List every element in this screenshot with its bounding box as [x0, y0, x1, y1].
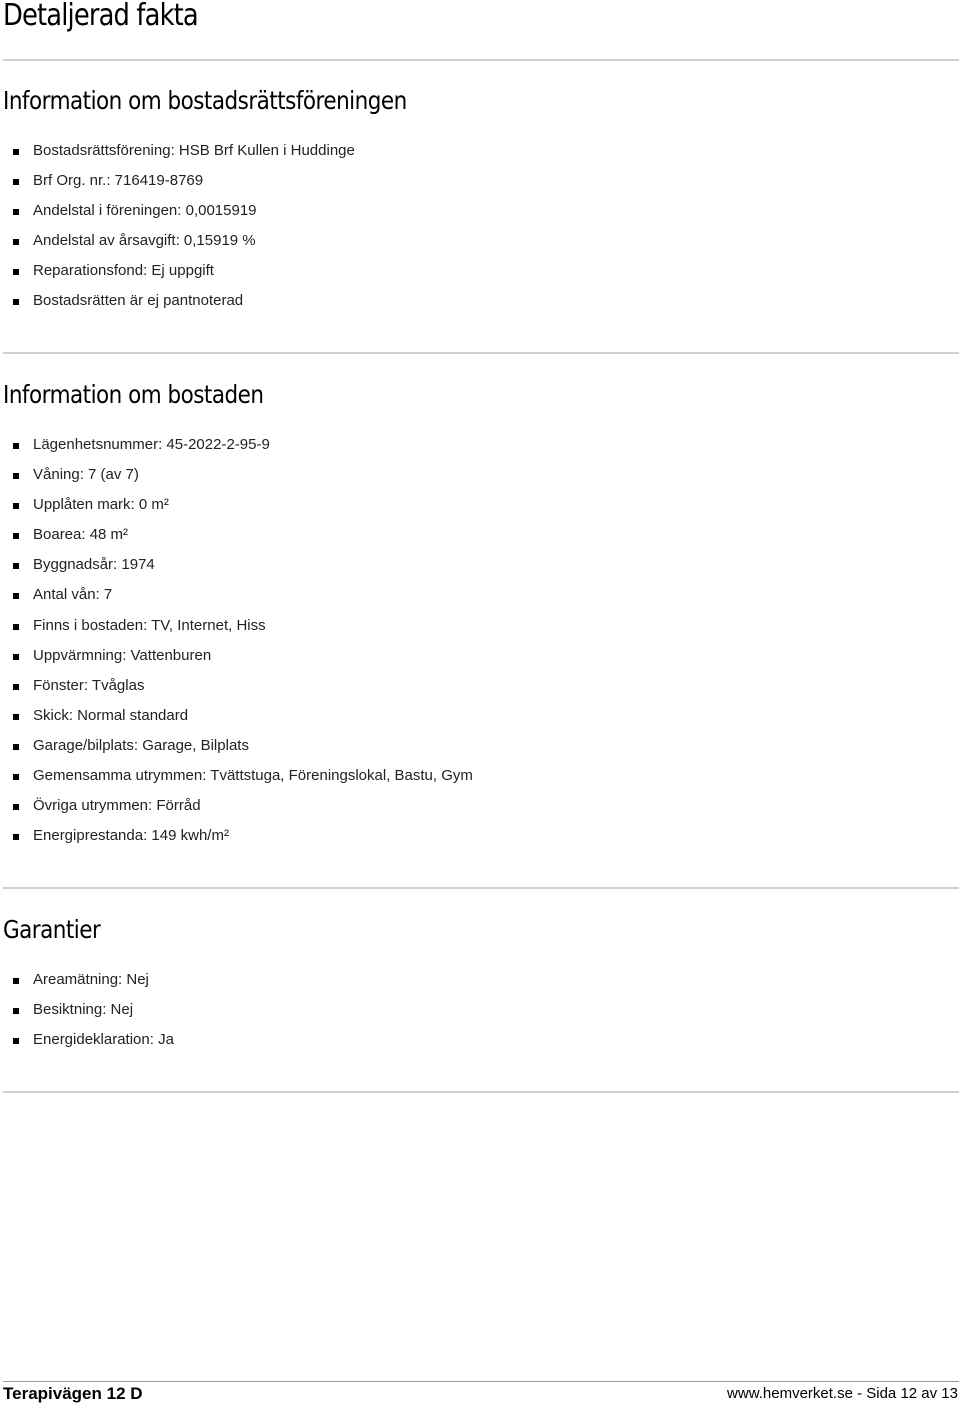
square-bullet-icon — [13, 533, 19, 539]
list-item — [0, 226, 355, 256]
square-bullet-icon — [13, 503, 19, 509]
fact-text: Våning: 7 (av 7) — [33, 466, 139, 484]
list-item — [0, 136, 355, 166]
list-item — [0, 256, 355, 286]
list-item — [0, 1025, 174, 1055]
square-bullet-icon — [13, 684, 19, 690]
square-bullet-icon — [13, 774, 19, 780]
section-heading-association: Information om bostadsrättsföreningen — [3, 86, 407, 115]
list-item — [0, 791, 473, 821]
fact-text: Areamätning: Nej — [33, 971, 149, 988]
square-bullet-icon — [13, 978, 19, 984]
fact-text: Brf Org. nr.: 716419-8769 — [33, 172, 204, 190]
list-item — [0, 166, 355, 196]
list-item — [0, 671, 473, 701]
square-bullet-icon — [13, 1038, 19, 1044]
square-bullet-icon — [13, 834, 19, 840]
square-bullet-icon — [13, 149, 19, 155]
section-heading-guarantees: Garantier — [3, 915, 101, 944]
footer-address: Terapivägen 12 D — [3, 1384, 143, 1403]
square-bullet-icon — [13, 239, 19, 245]
footer-page-info: www.hemverket.se - Sida 12 av 13 — [727, 1385, 958, 1402]
fact-text: Reparationsfond: Ej uppgift — [33, 262, 214, 280]
square-bullet-icon — [13, 1008, 19, 1014]
list-item — [0, 460, 473, 490]
list-item — [0, 821, 473, 851]
square-bullet-icon — [13, 443, 19, 449]
list-item — [0, 641, 473, 671]
list-item — [0, 761, 473, 791]
fact-text: Energideklaration: Ja — [33, 1031, 174, 1049]
section-divider — [3, 887, 959, 889]
square-bullet-icon — [13, 563, 19, 569]
square-bullet-icon — [13, 179, 19, 185]
guarantees-fact-list — [0, 965, 174, 1055]
section-divider — [3, 59, 959, 61]
list-item — [0, 995, 174, 1025]
fact-text: Andelstal av årsavgift: 0,15919 % — [33, 232, 256, 250]
list-item — [0, 701, 473, 731]
list-item — [0, 520, 473, 550]
list-item — [0, 286, 355, 316]
square-bullet-icon — [13, 299, 19, 305]
square-bullet-icon — [13, 654, 19, 660]
list-item — [0, 611, 473, 641]
fact-text: Energiprestanda: 149 kwh/m² — [33, 827, 229, 845]
section-heading-apartment: Information om bostaden — [3, 380, 264, 409]
list-item — [0, 490, 473, 520]
fact-text: Skick: Normal standard — [33, 706, 189, 724]
fact-text: Boarea: 48 m² — [33, 526, 129, 544]
square-bullet-icon — [13, 473, 19, 479]
fact-text: Finns i bostaden: TV, Internet, Hiss — [33, 616, 266, 634]
fact-text: Fönster: Tvåglas — [33, 676, 145, 694]
fact-text: Bostadsrätten är ej pantnoterad — [33, 292, 244, 310]
square-bullet-icon — [13, 744, 19, 750]
fact-text: Besiktning: Nej — [33, 1001, 134, 1019]
square-bullet-icon — [13, 269, 19, 275]
list-item — [0, 965, 174, 995]
apartment-fact-list — [0, 430, 473, 851]
fact-text: Övriga utrymmen: Förråd — [33, 797, 201, 815]
list-item — [0, 550, 473, 580]
fact-text: Upplåten mark: 0 m² — [33, 496, 169, 514]
square-bullet-icon — [13, 624, 19, 630]
fact-text: Byggnadsår: 1974 — [33, 556, 155, 574]
fact-text: Gemensamma utrymmen: Tvättstuga, Föreningslokal, Bastu, Gym — [33, 767, 473, 785]
square-bullet-icon — [13, 209, 19, 215]
fact-text: Lägenhetsnummer: 45-2022-2-95-9 — [33, 436, 270, 453]
square-bullet-icon — [13, 593, 19, 599]
fact-text: Andelstal i föreningen: 0,0015919 — [33, 202, 257, 220]
fact-text: Uppvärmning: Vattenburen — [33, 646, 212, 664]
fact-text: Bostadsrättsförening: HSB Brf Kullen i Huddinge — [33, 142, 355, 159]
square-bullet-icon — [13, 804, 19, 810]
square-bullet-icon — [13, 714, 19, 720]
list-item — [0, 580, 473, 610]
section-divider — [3, 1091, 959, 1093]
section-divider — [3, 352, 959, 354]
fact-text: Antal vån: 7 — [33, 586, 113, 604]
fact-text: Garage/bilplats: Garage, Bilplats — [33, 736, 249, 754]
page-title: Detaljerad fakta — [3, 0, 198, 33]
association-fact-list — [0, 136, 355, 317]
list-item — [0, 196, 355, 226]
footer-divider — [3, 1381, 959, 1382]
list-item — [0, 731, 473, 761]
list-item — [0, 430, 473, 460]
